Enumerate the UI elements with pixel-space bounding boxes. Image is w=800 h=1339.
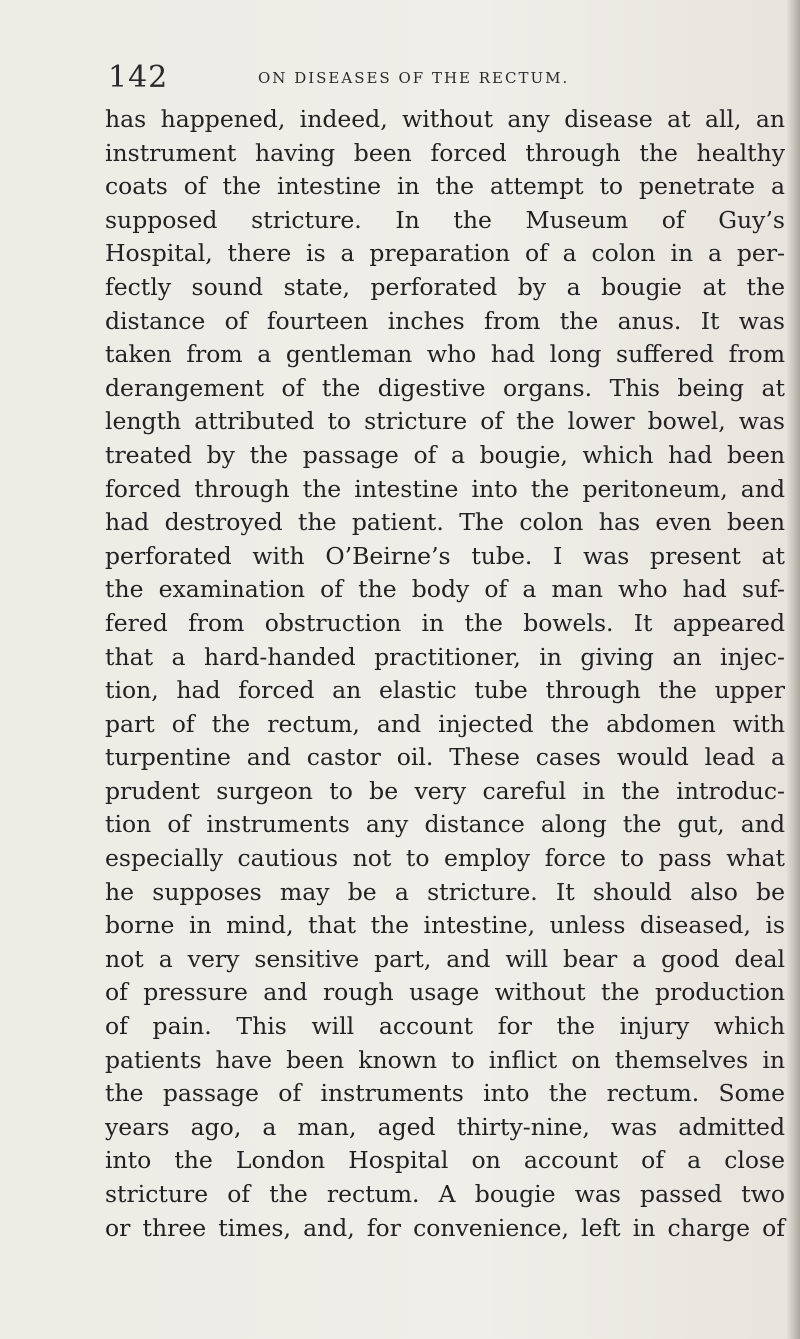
text-line: taken from a gentleman who had long suffered from: [105, 340, 785, 369]
text-line: he supposes may be a stricture. It should also be: [105, 877, 785, 906]
text-line: years ago, a man, aged thirty-nine, was admitted: [105, 1112, 785, 1141]
text-line: part of the rectum, and injected the abdomen with: [105, 709, 785, 738]
running-title: ON DISEASES OF THE RECTUM.: [258, 69, 570, 87]
text-line: perforated with O’Beirne’s tube. I was present at: [105, 541, 785, 570]
text-line: especially cautious not to employ force to pass what: [105, 844, 785, 873]
text-line: the passage of instruments into the rectum. Some: [105, 1079, 785, 1108]
text-line: tion, had forced an elastic tube through the upper: [105, 676, 785, 705]
text-line: coats of the intestine in the attempt to penetrate a: [105, 172, 785, 201]
text-line: fectly sound state, perforated by a bougie at the: [105, 272, 785, 301]
text-line: fered from obstruction in the bowels. It appeared: [105, 608, 785, 637]
text-line: of pain. This will account for the injury which: [105, 1012, 785, 1041]
text-line: borne in mind, that the intestine, unless diseased, is: [105, 911, 785, 940]
text-line: had destroyed the patient. The colon has even been: [105, 508, 785, 537]
text-line: supposed stricture. In the Museum of Guy’s: [105, 205, 785, 234]
page-header: [108, 60, 748, 100]
text-line: length attributed to stricture of the lower bowel, was: [105, 407, 785, 436]
text-line: or three times, and, for convenience, left in charge of: [105, 1213, 785, 1242]
text-line: Hospital, there is a preparation of a colon in a per-: [105, 239, 785, 268]
text-line: instrument having been forced through the healthy: [105, 138, 785, 167]
text-line: turpentine and castor oil. These cases would lead a: [105, 743, 785, 772]
text-line: derangement of the digestive organs. This being at: [105, 373, 785, 402]
text-line: distance of fourteen inches from the anus. It was: [105, 306, 785, 335]
text-line: the examination of the body of a man who had suf-: [105, 575, 785, 604]
text-line: not a very sensitive part, and will bear a good deal: [105, 944, 785, 973]
text-line: of pressure and rough usage without the production: [105, 978, 785, 1007]
page-edge-shadow: [786, 0, 800, 1339]
text-line: forced through the intestine into the peritoneum, and: [105, 474, 785, 503]
text-line: has happened, indeed, without any disease at all, an: [105, 105, 785, 133]
text-line: that a hard-handed practitioner, in giving an injec-: [105, 642, 785, 671]
text-line: prudent surgeon to be very careful in the introduc-: [105, 776, 785, 805]
body-text: [105, 103, 785, 1245]
text-line: stricture of the rectum. A bougie was passed two: [105, 1180, 785, 1208]
text-line: treated by the passage of a bougie, which had been: [105, 440, 785, 469]
page-number: 142: [108, 60, 169, 95]
text-line: tion of instruments any distance along the gut, and: [105, 810, 785, 839]
text-line: patients have been known to inflict on themselves in: [105, 1045, 785, 1074]
text-line: into the London Hospital on account of a close: [105, 1146, 785, 1175]
